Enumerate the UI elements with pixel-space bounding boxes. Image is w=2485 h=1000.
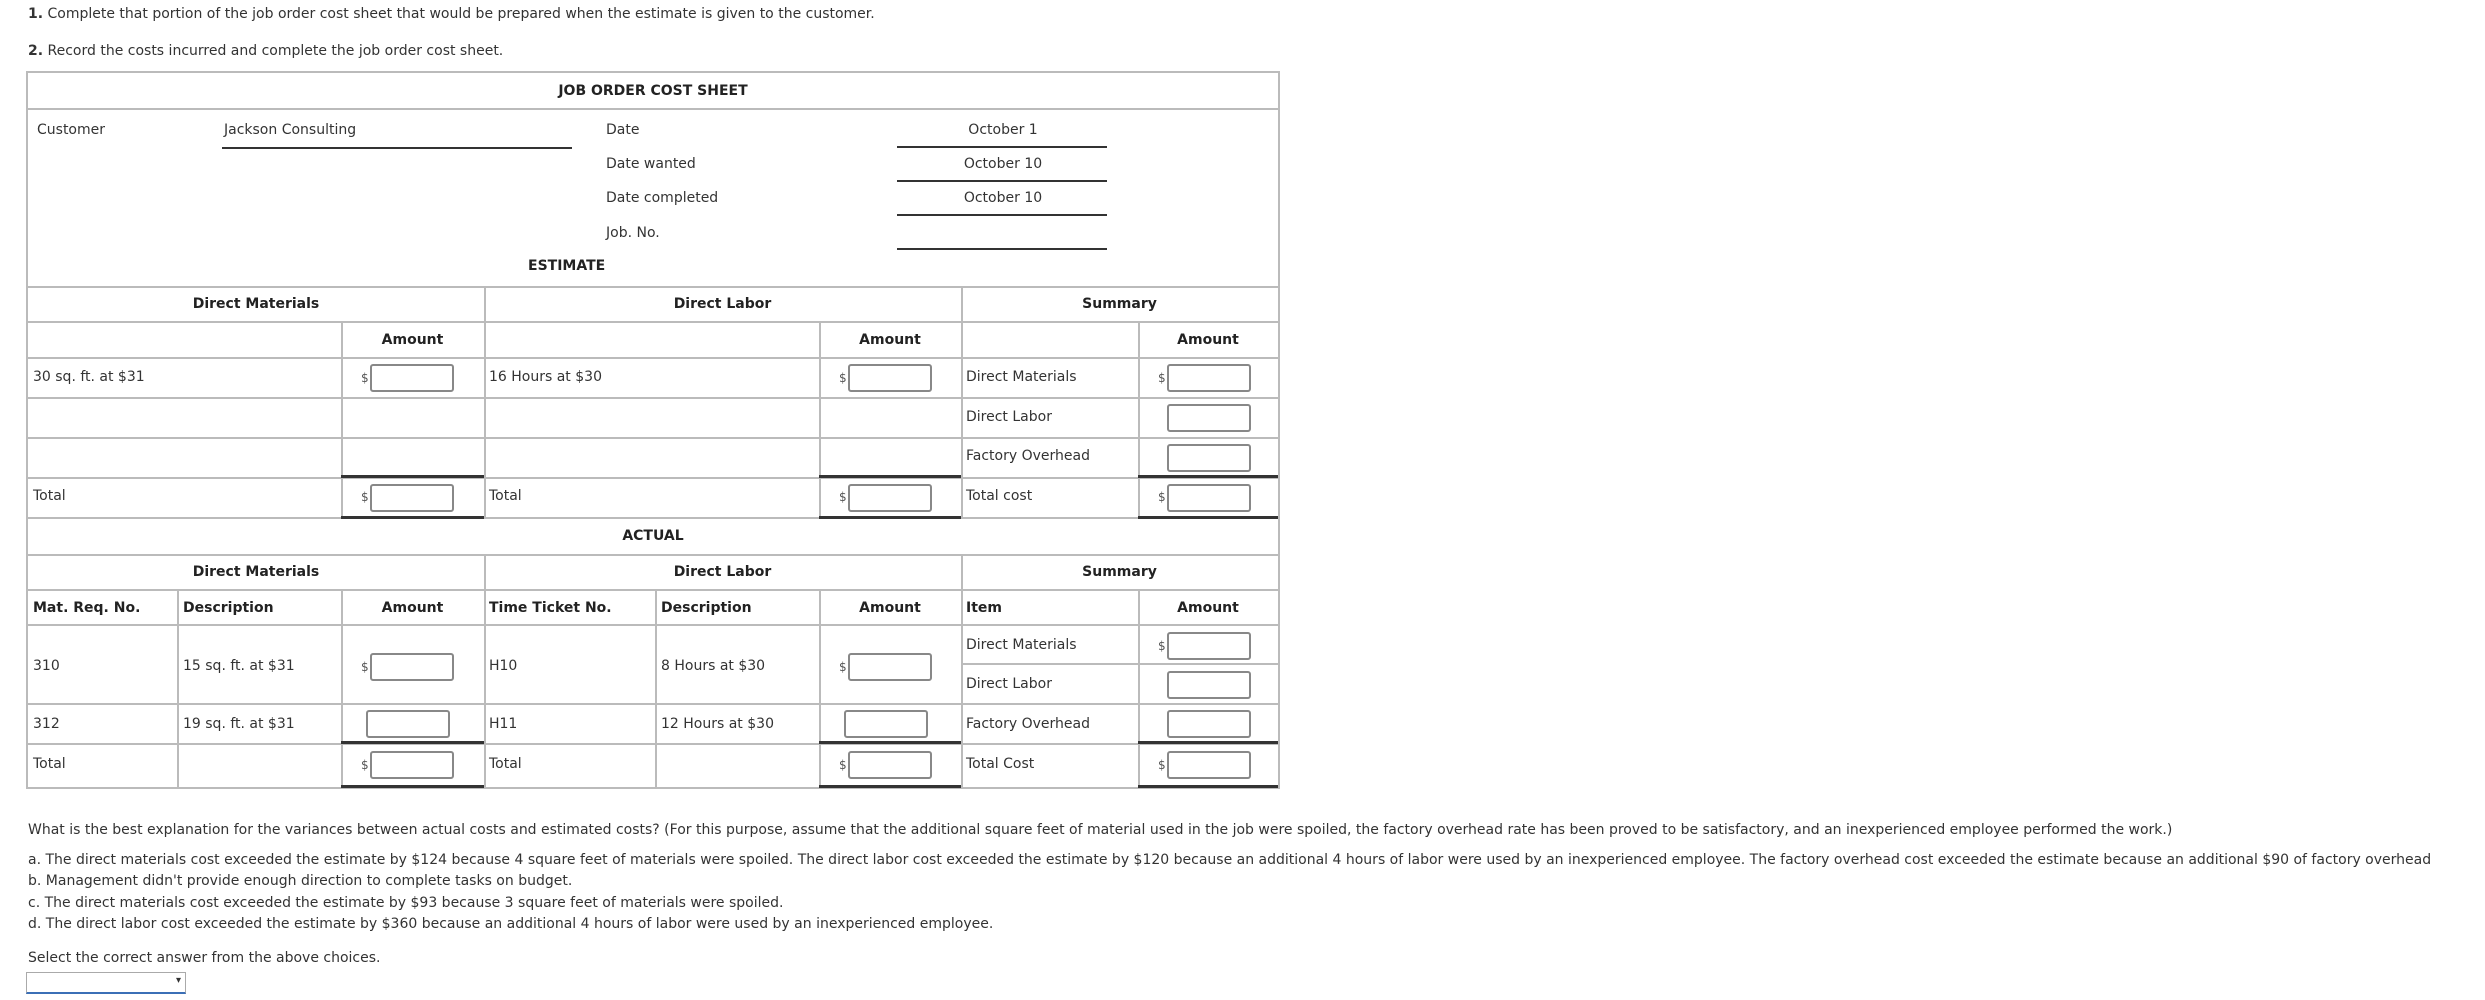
divider (341, 321, 343, 517)
actual-row-2-ticket: H11 (489, 716, 518, 732)
job-order-cost-sheet (26, 71, 1280, 789)
actual-row-1-mat-amount-input[interactable] (370, 653, 454, 681)
dollar-sign: $ (839, 490, 847, 504)
actual-row-2-mat-desc: 19 sq. ft. at $31 (183, 716, 295, 732)
col-mat-amount: Amount (381, 600, 444, 616)
estimate-dl-header: Direct Labor (673, 296, 772, 312)
instruction-1-number: 1. (28, 6, 44, 22)
actual-row-1-mat-desc: 15 sq. ft. at $31 (183, 658, 295, 674)
total-rule (341, 785, 484, 788)
estimate-dm-total-input[interactable] (370, 484, 454, 512)
estimate-summary-dm-label: Direct Materials (966, 369, 1077, 385)
estimate-summary-dl-label: Direct Labor (966, 409, 1052, 425)
option-c: c. The direct materials cost exceeded the estimate by $93 because 3 square feet of materials were spoiled. (28, 895, 784, 911)
total-rule (341, 475, 484, 478)
divider (28, 703, 1278, 705)
dollar-sign: $ (1158, 371, 1166, 385)
col-summary-amount: Amount (1177, 600, 1239, 616)
col-item: Item (966, 600, 1002, 616)
date-completed-underline (897, 214, 1107, 216)
actual-summary-dl-input[interactable] (1167, 671, 1251, 699)
instruction-2 (28, 43, 503, 59)
estimate-dl-amount-header: Amount (859, 332, 921, 348)
col-time-ticket: Time Ticket No. (489, 600, 612, 616)
actual-dm-total-input[interactable] (370, 751, 454, 779)
actual-summary-dm-input[interactable] (1167, 632, 1251, 660)
dollar-sign: $ (1158, 758, 1166, 772)
actual-summary-dm-label: Direct Materials (966, 637, 1077, 653)
date-wanted-value: October 10 (963, 156, 1043, 172)
estimate-dm-amount-header: Amount (381, 332, 444, 348)
date-completed-label: Date completed (606, 190, 719, 206)
actual-summary-dl-label: Direct Labor (966, 676, 1052, 692)
actual-row-1-ticket: H10 (489, 658, 518, 674)
option-a: a. The direct materials cost exceeded the estimate by $124 because 4 square feet of materials were spoiled. The direct labor cost exceeded the estimate by $120 because an additional 4 hours of labor were used by an inexperienced employee. The factory overhead cost exceeded the estimate because an additional $90 of factory overhead (28, 852, 2432, 868)
actual-row-1-labor-amount-input[interactable] (848, 653, 932, 681)
estimate-summary-amount-header: Amount (1177, 332, 1239, 348)
estimate-summary-fo-label: Factory Overhead (966, 448, 1090, 464)
divider (28, 589, 1278, 591)
estimate-summary-header: Summary (1082, 296, 1157, 312)
estimate-dm-header: Direct Materials (192, 296, 320, 312)
dollar-sign: $ (839, 758, 847, 772)
actual-dl-total-input[interactable] (848, 751, 932, 779)
divider (484, 286, 486, 517)
total-rule (819, 516, 961, 519)
actual-dl-header: Direct Labor (673, 564, 772, 580)
dollar-sign: $ (361, 490, 369, 504)
dollar-sign: $ (361, 758, 369, 772)
divider (28, 477, 1278, 479)
col-labor-amount: Amount (859, 600, 921, 616)
divider (28, 517, 1278, 519)
total-rule (341, 741, 484, 744)
total-rule (1138, 741, 1278, 744)
divider (28, 624, 1278, 626)
actual-summary-fo-input[interactable] (1167, 710, 1251, 738)
chevron-down-icon: ▾ (175, 975, 181, 986)
divider (28, 321, 1278, 323)
actual-row-1-labor-desc: 8 Hours at $30 (661, 658, 766, 674)
actual-summary-fo-label: Factory Overhead (966, 716, 1090, 732)
total-rule (819, 475, 961, 478)
customer-underline (222, 147, 572, 149)
job-no-underline (897, 248, 1107, 250)
actual-total-cost-input[interactable] (1167, 751, 1251, 779)
divider (484, 554, 486, 787)
dollar-sign: $ (839, 371, 847, 385)
instruction-1 (28, 6, 875, 22)
option-d: d. The direct labor cost exceeded the estimate by $360 because an additional 4 hours of labor were used by an inexperienced employee. (28, 916, 994, 932)
actual-dm-total-label: Total (33, 756, 66, 772)
instruction-2-number: 2. (28, 43, 44, 59)
divider (28, 357, 1278, 359)
estimate-dl-total-input[interactable] (848, 484, 932, 512)
divider (28, 554, 1278, 556)
col-mat-description: Description (183, 600, 274, 616)
divider (819, 589, 821, 787)
job-no-label: Job. No. (606, 225, 660, 241)
estimate-dm-total-label: Total (33, 488, 66, 504)
actual-row-2-labor-desc: 12 Hours at $30 (661, 716, 774, 732)
total-rule (341, 516, 484, 519)
col-mat-req: Mat. Req. No. (33, 600, 141, 616)
divider (28, 286, 1278, 288)
dollar-sign: $ (1158, 639, 1166, 653)
divider (28, 743, 1278, 745)
date-value: October 1 (968, 122, 1038, 138)
estimate-summary-fo-input[interactable] (1167, 444, 1251, 472)
actual-heading: ACTUAL (622, 528, 684, 544)
divider (961, 663, 1278, 665)
estimate-dm-row-text: 30 sq. ft. at $31 (33, 369, 145, 385)
col-labor-description: Description (661, 600, 752, 616)
divider (961, 554, 963, 787)
dollar-sign: $ (1158, 490, 1166, 504)
actual-total-cost-label: Total Cost (966, 756, 1035, 772)
estimate-summary-dl-input[interactable] (1167, 404, 1251, 432)
estimate-dl-total-label: Total (489, 488, 522, 504)
total-rule (819, 741, 961, 744)
actual-dl-total-label: Total (489, 756, 522, 772)
customer-value: Jackson Consulting (224, 122, 357, 138)
actual-row-1-mat-req: 310 (33, 658, 60, 674)
estimate-dl-amount-input[interactable] (848, 364, 932, 392)
divider (28, 397, 1278, 399)
date-completed-value: October 10 (963, 190, 1043, 206)
total-rule (1138, 785, 1278, 788)
divider (961, 286, 963, 517)
instruction-1-text: Complete that portion of the job order cost sheet that would be prepared when the estimate is given to the customer. (47, 6, 875, 22)
estimate-heading: ESTIMATE (528, 258, 606, 274)
divider (28, 108, 1278, 110)
actual-summary-header: Summary (1082, 564, 1157, 580)
customer-label: Customer (37, 122, 106, 138)
option-b: b. Management didn't provide enough direction to complete tasks on budget. (28, 873, 573, 889)
actual-dm-header: Direct Materials (192, 564, 320, 580)
estimate-dm-amount-input[interactable] (370, 364, 454, 392)
estimate-total-cost-input[interactable] (1167, 484, 1251, 512)
divider (1138, 321, 1140, 517)
date-wanted-underline (897, 180, 1107, 182)
sheet-title: JOB ORDER COST SHEET (558, 83, 748, 99)
date-wanted-label: Date wanted (606, 156, 696, 172)
divider (655, 589, 657, 787)
divider (1138, 589, 1140, 787)
dollar-sign: $ (361, 371, 369, 385)
estimate-total-cost-label: Total cost (966, 488, 1033, 504)
divider (28, 437, 1278, 439)
divider (341, 589, 343, 787)
total-rule (1138, 475, 1278, 478)
actual-row-2-mat-amount-input[interactable] (366, 710, 450, 738)
instruction-2-text: Record the costs incurred and complete the job order cost sheet. (47, 43, 504, 59)
actual-row-2-mat-req: 312 (33, 716, 60, 732)
answer-dropdown[interactable] (26, 972, 186, 994)
date-label: Date (606, 122, 640, 138)
divider (177, 589, 179, 787)
dollar-sign: $ (361, 660, 369, 674)
divider (819, 321, 821, 517)
total-rule (1138, 516, 1278, 519)
estimate-dl-row-text: 16 Hours at $30 (489, 369, 602, 385)
select-prompt: Select the correct answer from the above choices. (28, 950, 381, 966)
total-rule (819, 785, 961, 788)
date-underline (897, 146, 1107, 148)
actual-row-2-labor-amount-input[interactable] (844, 710, 928, 738)
estimate-summary-dm-input[interactable] (1167, 364, 1251, 392)
dollar-sign: $ (839, 660, 847, 674)
variance-question: What is the best explanation for the variances between actual costs and estimated costs? (For this purpose, assume that the additional square feet of material used in the job were spoiled, the factory overhead rate has been proved to be satisfactory, and an inexperienced employee performed the work.) (28, 822, 2173, 838)
